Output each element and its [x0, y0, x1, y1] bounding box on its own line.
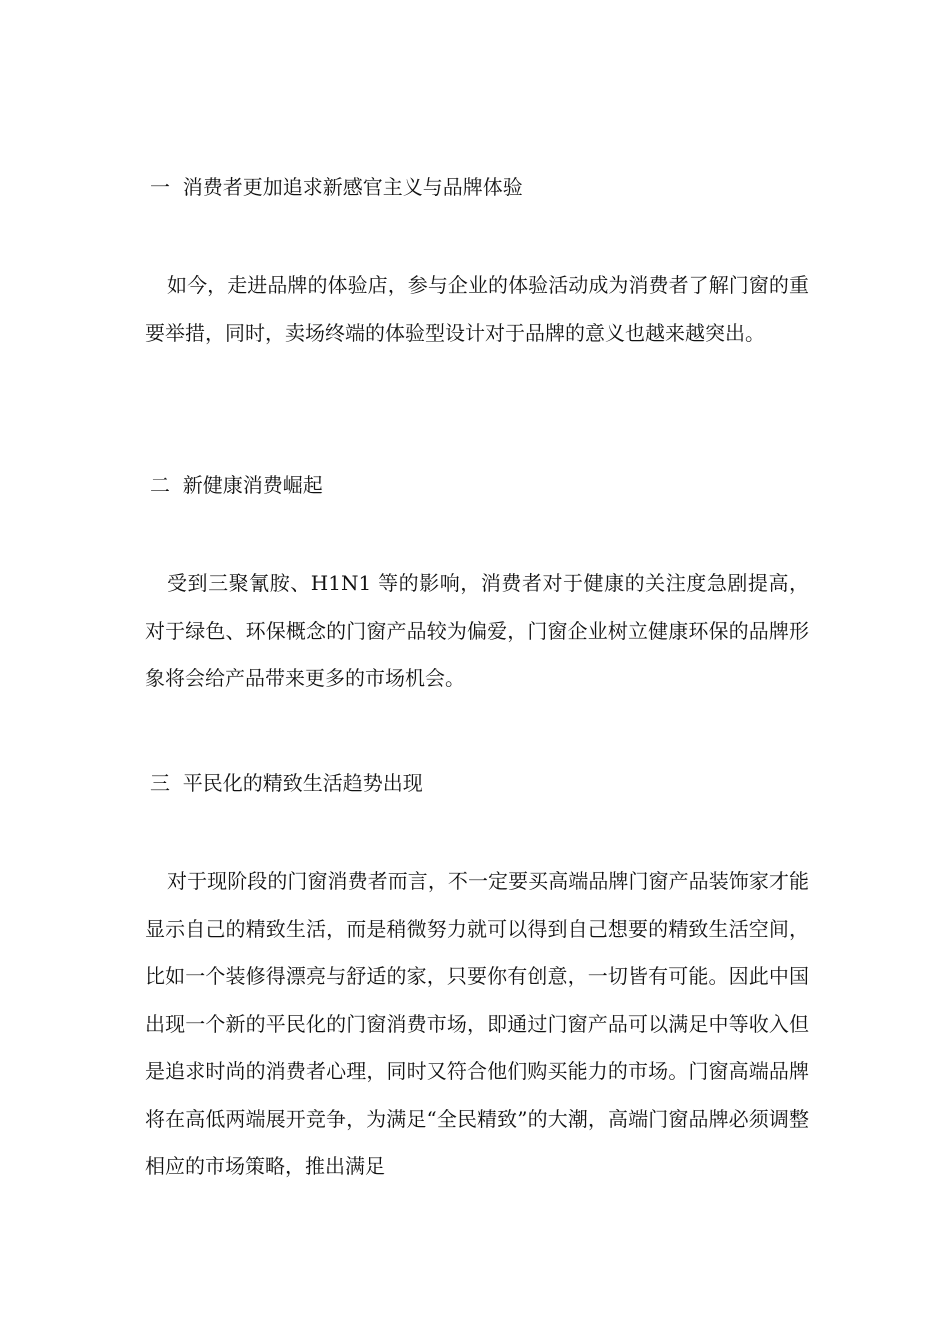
section-heading-1: 一 消费者更加追求新感官主义与品牌体验 [150, 175, 523, 199]
section-heading-3: 三 平民化的精致生活趋势出现 [150, 771, 423, 795]
section-heading-2: 二 新健康消费崛起 [150, 473, 323, 497]
section-paragraph-2: 受到三聚氰胺、H1N1 等的影响，消费者对于健康的关注度急剧提高，对于绿色、环保概念的门窗产品较为偏爱，门窗企业树立健康环保的品牌形象将会给产品带来更多的市场机会。 [145, 571, 809, 690]
section-paragraph-3: 对于现阶段的门窗消费者而言，不一定要买高端品牌门窗产品装饰家才能显示自己的精致生活，而是稍微努力就可以得到自己想要的精致生活空间，比如一个装修得漂亮与舒适的家，只要你有创意，一切皆有可能。因此中国出现一个新的平民化的门窗消费市场，即通过门窗产品可以满足中等收入但是追求时尚的消费者心理，同时又符合他们购买能力的市场。门窗高端品牌将在高低两端展开竞争，为满足“全民精致”的大潮，高端门窗品牌必须调整相应的市场策略，推出满足 [145, 869, 809, 1178]
section-paragraph-1: 如今，走进品牌的体验店，参与企业的体验活动成为消费者了解门窗的重要举措，同时，卖场终端的体验型设计对于品牌的意义也越来越突出。 [145, 273, 809, 345]
